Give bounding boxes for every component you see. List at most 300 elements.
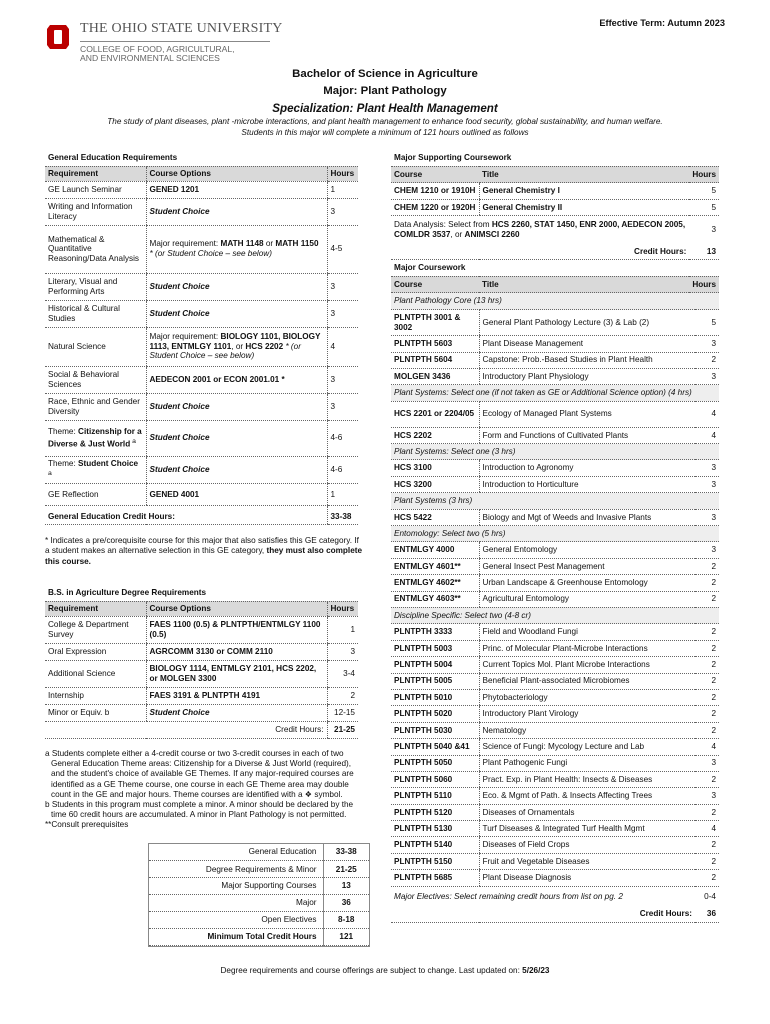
table-row — [391, 673, 719, 689]
effective-term: Effective Term: Autumn 2023 — [599, 18, 725, 28]
title-cell: Plant Disease Management — [479, 336, 695, 352]
table-row — [391, 624, 719, 640]
option-course-1: MATH 1148 — [220, 239, 264, 249]
bs-requirements-table — [45, 586, 358, 739]
summary-row — [149, 844, 369, 861]
course-cell: PLNTPTH 5005 — [391, 673, 479, 689]
table-row — [45, 484, 358, 506]
title-cell: Introductory Plant Physiology — [479, 368, 695, 384]
table-row — [391, 310, 719, 336]
table-row — [45, 704, 358, 721]
course-cell: PLNTPTH 5004 — [391, 657, 479, 673]
subsection-title: Plant Systems: Select one (3 hrs) — [391, 444, 719, 460]
course-cell: PLNTPTH 5020 — [391, 706, 479, 722]
electives-label: Major Electives: Select remaining credit hours from list on pg. 2 — [394, 891, 623, 901]
summary-label: General Education — [149, 844, 323, 861]
electives-row — [391, 886, 719, 906]
requirement-cell: Natural Science — [45, 327, 146, 366]
gen-ed-total-label: General Education Credit Hours: — [45, 506, 327, 525]
subsection-row — [391, 385, 719, 401]
table-row — [391, 476, 719, 492]
table-row — [391, 657, 719, 673]
gen-ed-note — [45, 536, 363, 567]
course-cell: PLNTPTH 5030 — [391, 722, 479, 738]
course-cell: CHEM 1210 or 1910H — [391, 183, 479, 199]
gen-ed-total-row — [45, 506, 358, 525]
requirement-cell: Mathematical & Quantitative Reasoning/Data Analysis — [45, 225, 146, 273]
subsection-title: Discipline Specific: Select two (4-8 cr) — [391, 607, 719, 623]
requirement-cell: Race, Ethnic and Gender Diversity — [45, 393, 146, 420]
title-cell: Phytobacteriology — [479, 689, 695, 705]
table-row — [391, 771, 719, 787]
title-cell: Introduction to Agronomy — [479, 460, 695, 476]
course-cell: PLNTPTH 5040 &41 — [391, 739, 479, 755]
summary-label: Degree Requirements & Minor — [149, 861, 323, 878]
hours-cell: 2 — [695, 771, 719, 787]
theme-name: Citizenship for a Diverse & Just World — [48, 427, 142, 449]
footer — [0, 966, 770, 976]
major-title: Major Coursework — [391, 260, 719, 276]
table-row — [391, 199, 719, 215]
credit-summary-box — [148, 843, 370, 947]
hours-cell: 1 — [327, 616, 358, 643]
title-cell: Introductory Plant Virology — [479, 706, 695, 722]
course-cell: PLNTPTH 5603 — [391, 336, 479, 352]
course-cell: PLNTPTH 5685 — [391, 870, 479, 886]
subsection-title: Plant Systems: Select one (if not taken as GE or Additional Science option) (4 hrs) — [391, 385, 719, 401]
table-row — [391, 821, 719, 837]
summary-row — [149, 878, 369, 895]
title-cell: Science of Fungi: Mycology Lecture and Lab — [479, 739, 695, 755]
specialization-title: Specialization: Plant Health Management — [272, 102, 498, 115]
subsection-row — [391, 607, 719, 623]
course-cell: PLNTPTH 5050 — [391, 755, 479, 771]
header-title: Title — [479, 276, 689, 292]
option-prefix: Major requirement: — [149, 332, 221, 342]
hours-cell: 5 — [689, 199, 719, 215]
course-option-cell — [146, 327, 327, 366]
course-cell: PLNTPTH 5110 — [391, 788, 479, 804]
summary-label: Open Electives — [149, 912, 323, 929]
table-row — [391, 706, 719, 722]
table-row — [391, 336, 719, 352]
hours-cell: 3 — [327, 366, 358, 393]
supporting-credit-label: Credit Hours: — [391, 244, 689, 260]
header-requirement: Requirement — [45, 601, 146, 616]
title-cell: Field and Woodland Fungi — [479, 624, 695, 640]
hours-cell: 3 — [327, 643, 358, 660]
bs-credit-value: 21-25 — [327, 721, 358, 738]
table-row — [391, 804, 719, 820]
footer-text: Degree requirements and course offerings are subject to change. Last updated on: — [220, 966, 523, 975]
footnote-prereq: **Consult prerequisites — [45, 820, 129, 830]
hours-cell: 2 — [695, 837, 719, 853]
title-cell: Plant Pathogenic Fungi — [479, 755, 695, 771]
bs-header-row — [45, 601, 358, 616]
title-cell: General Entomology — [479, 542, 695, 558]
major-credit-row — [391, 906, 719, 922]
data-analysis-row — [391, 216, 719, 244]
summary-total-value: 121 — [323, 928, 369, 945]
bs-credit-row — [45, 721, 358, 738]
table-row — [45, 327, 358, 366]
header-title: Title — [479, 166, 689, 182]
title-cell: General Chemistry I — [479, 183, 689, 199]
hours-cell: 3 — [711, 225, 716, 235]
course-option-cell: Student Choice — [146, 420, 327, 456]
course-option-cell: AEDECON 2001 or ECON 2001.01 * — [146, 366, 327, 393]
title-cell: Fruit and Vegetable Diseases — [479, 853, 695, 869]
logo-divider — [80, 41, 270, 42]
course-option-cell: Student Choice — [146, 273, 327, 300]
hours-cell: 2 — [695, 558, 719, 574]
hours-cell: 4 — [695, 821, 719, 837]
major-course-table — [391, 293, 719, 923]
hours-cell: 2 — [695, 575, 719, 591]
table-row — [391, 755, 719, 771]
table-row — [45, 366, 358, 393]
requirement-cell: Social & Behavioral Sciences — [45, 366, 146, 393]
hours-cell: 4 — [695, 739, 719, 755]
summary-total-label: Minimum Total Credit Hours — [149, 928, 323, 945]
requirement-cell: GE Reflection — [45, 484, 146, 506]
supporting-title: Major Supporting Coursework — [391, 150, 719, 166]
summary-value: 33-38 — [323, 844, 369, 861]
footer-date: 5/26/23 — [522, 966, 550, 975]
hours-cell: 3 — [695, 542, 719, 558]
option-course-2: MATH 1150 — [275, 239, 319, 249]
college-name — [80, 45, 235, 64]
title-cell: Plant Disease Diagnosis — [479, 870, 695, 886]
header-hours: Hours — [689, 166, 719, 182]
table-row — [391, 640, 719, 656]
course-cell: PLNTPTH 5010 — [391, 689, 479, 705]
hours-cell: 2 — [695, 870, 719, 886]
table-row — [45, 456, 358, 484]
hours-cell: 3-4 — [327, 660, 358, 687]
hours-cell: 2 — [695, 804, 719, 820]
table-row — [391, 460, 719, 476]
course-cell: PLNTPTH 5604 — [391, 352, 479, 368]
requirement-cell: Minor or Equiv. b — [45, 704, 146, 721]
intro-line-2: Students in this major will complete a minimum of 121 hours outlined as follows — [241, 127, 529, 137]
subsection-row — [391, 526, 719, 542]
table-row — [391, 427, 719, 443]
course-cell: PLNTPTH 5150 — [391, 853, 479, 869]
major-section — [391, 150, 719, 923]
course-option-cell: BIOLOGY 1114, ENTMLGY 2101, HCS 2202, or MOLGEN 3300 — [146, 660, 327, 687]
table-row — [391, 837, 719, 853]
title-cell: Turf Diseases & Integrated Turf Health Mgmt — [479, 821, 695, 837]
hours-cell: 5 — [695, 310, 719, 336]
course-cell: PLNTPTH 5003 — [391, 640, 479, 656]
requirement-cell: Writing and Information Literacy — [45, 198, 146, 225]
course-cell: ENTMLGY 4603** — [391, 591, 479, 607]
major-header-row — [391, 276, 719, 292]
data-analysis-courses: HCS 2260, STAT 1450, ENR 2000, AEDECON 2005, COMLDR 3537 — [394, 220, 686, 239]
hours-cell: 3 — [327, 393, 358, 420]
header-course: Course — [391, 166, 479, 182]
bs-requirements-title: B.S. in Agriculture Degree Requirements — [45, 586, 358, 601]
gen-ed-header-row — [45, 166, 358, 181]
table-row — [45, 225, 358, 273]
course-option-cell: AGRCOMM 3130 or COMM 2110 — [146, 643, 327, 660]
course-cell: HCS 2201 or 2204/05 — [391, 401, 479, 427]
summary-row — [149, 912, 369, 929]
gen-ed-table — [45, 151, 358, 525]
hours-cell: 4-6 — [327, 456, 358, 484]
college-line-1: COLLEGE OF FOOD, AGRICULTURAL, — [80, 44, 235, 54]
gen-ed-note-emphasis: they must also complete this course. — [45, 546, 363, 566]
title-cell: Ecology of Managed Plant Systems — [479, 401, 695, 427]
credit-summary-table — [149, 844, 369, 946]
option-prefix: Major requirement: — [149, 239, 221, 249]
subsection-row — [391, 493, 719, 509]
footnote-marker: a — [130, 437, 136, 445]
hours-cell: 2 — [695, 689, 719, 705]
table-row — [45, 687, 358, 704]
summary-value: 13 — [323, 878, 369, 895]
title-cell: Agricultural Entomology — [479, 591, 695, 607]
course-option-cell: Student Choice — [146, 198, 327, 225]
major-title: Major: Plant Pathology — [323, 85, 447, 97]
hours-cell: 2 — [695, 853, 719, 869]
hours-cell: 12-15 — [327, 704, 358, 721]
table-row — [391, 352, 719, 368]
title-cell: Diseases of Field Crops — [479, 837, 695, 853]
hours-cell: 3 — [327, 300, 358, 327]
requirement-cell: GE Launch Seminar — [45, 181, 146, 198]
subsection-title: Plant Systems (3 hrs) — [391, 493, 719, 509]
hours-cell: 3 — [695, 368, 719, 384]
requirement-cell: Literary, Visual and Performing Arts — [45, 273, 146, 300]
table-row — [391, 558, 719, 574]
footnote-marker: a — [48, 470, 52, 478]
course-option-cell: FAES 3191 & PLNTPTH 4191 — [146, 687, 327, 704]
hours-cell: 3 — [327, 273, 358, 300]
data-analysis-course-last: ANIMSCI 2260 — [464, 229, 520, 239]
course-cell: ENTMLGY 4602** — [391, 575, 479, 591]
course-option-cell: GENED 4001 — [146, 484, 327, 506]
course-cell: ENTMLGY 4601** — [391, 558, 479, 574]
major-credit-value: 36 — [695, 906, 719, 922]
title-cell: Nematology — [479, 722, 695, 738]
hours-cell: 2 — [695, 640, 719, 656]
data-analysis-prefix: Data Analysis: Select from — [394, 220, 492, 230]
course-cell: CHEM 1220 or 1920H — [391, 199, 479, 215]
header-course-options: Course Options — [146, 166, 327, 181]
table-row — [391, 788, 719, 804]
course-cell: PLNTPTH 5130 — [391, 821, 479, 837]
university-name: THE OHIO STATE UNIVERSITY — [80, 21, 283, 36]
table-row — [45, 273, 358, 300]
gen-ed-total-value: 33-38 — [327, 506, 358, 525]
data-analysis-joiner: , or — [450, 229, 465, 239]
course-option-cell: Student Choice — [146, 393, 327, 420]
hours-cell: 2 — [695, 706, 719, 722]
course-cell: PLNTPTH 5060 — [391, 771, 479, 787]
major-credit-label: Credit Hours: — [391, 906, 695, 922]
title-cell: Eco. & Mgmt of Path. & Insects Affecting Trees — [479, 788, 695, 804]
osu-logo — [46, 20, 283, 64]
option-joiner: , or — [231, 341, 246, 351]
hours-cell: 1 — [327, 484, 358, 506]
supporting-credit-value: 13 — [689, 244, 719, 260]
requirement-cell — [45, 456, 146, 484]
gen-ed-note-text: * Indicates a pre/corequisite course for this major that also satisfies this GE category. If a student makes an alternative selection in this GE category, — [45, 536, 359, 556]
theme-prefix: Theme: — [48, 458, 79, 468]
hours-cell: 1 — [327, 181, 358, 198]
course-option-cell: Student Choice — [146, 456, 327, 484]
course-option-cell: FAES 1100 (0.5) & PLNTPTH/ENTMLGY 1100 (0.5) — [146, 616, 327, 643]
subsection-title: Entomology: Select two (5 hrs) — [391, 526, 719, 542]
summary-value: 36 — [323, 895, 369, 912]
summary-label: Major Supporting Courses — [149, 878, 323, 895]
table-row — [391, 575, 719, 591]
title-cell: Princ. of Molecular Plant-Microbe Interactions — [479, 640, 695, 656]
title-cell: Beneficial Plant-associated Microbiomes — [479, 673, 695, 689]
block-o-icon — [46, 22, 70, 52]
subsection-row — [391, 293, 719, 309]
course-cell: HCS 5422 — [391, 509, 479, 525]
title-cell: Urban Landscape & Greenhouse Entomology — [479, 575, 695, 591]
title-cell: Pract. Exp. in Plant Health: Insects & Diseases — [479, 771, 695, 787]
table-row — [391, 401, 719, 427]
bs-credit-label: Credit Hours: — [45, 721, 327, 738]
summary-value: 8-18 — [323, 912, 369, 929]
title-cell: General Insect Pest Management — [479, 558, 695, 574]
hours-cell: 3 — [327, 198, 358, 225]
title-cell: Introduction to Horticulture — [479, 476, 695, 492]
hours-cell: 5 — [689, 183, 719, 199]
subsection-row — [391, 444, 719, 460]
hours-cell: 3 — [695, 755, 719, 771]
option-course-1: BIOLOGY 1101, BIOLOGY 1113, ENTMLGY 1101 — [149, 332, 321, 351]
header-hours: Hours — [689, 276, 719, 292]
title-cell: Form and Functions of Cultivated Plants — [479, 427, 695, 443]
hours-cell: 2 — [327, 687, 358, 704]
requirement-cell: Oral Expression — [45, 643, 146, 660]
title-cell: General Chemistry II — [479, 199, 689, 215]
hours-cell: 3 — [695, 460, 719, 476]
data-analysis-cell — [391, 216, 689, 244]
theme-name: Student Choice — [78, 458, 139, 468]
course-cell: PLNTPTH 3333 — [391, 624, 479, 640]
hours-cell: 4 — [327, 327, 358, 366]
course-option-cell: GENED 1201 — [146, 181, 327, 198]
hours-cell: 4-5 — [327, 225, 358, 273]
table-row — [391, 739, 719, 755]
summary-row — [149, 895, 369, 912]
option-note: * (or Student Choice – see below) — [149, 341, 301, 361]
header-hours: Hours — [327, 601, 358, 616]
hours-cell: 2 — [695, 591, 719, 607]
title-block — [0, 66, 770, 117]
major-table — [391, 150, 719, 293]
bs-requirements-section — [45, 586, 358, 739]
course-option-cell: Student Choice — [146, 704, 327, 721]
table-row — [391, 870, 719, 886]
requirement-cell: College & Department Survey — [45, 616, 146, 643]
course-option-cell: Student Choice — [146, 300, 327, 327]
title-cell: General Plant Pathology Lecture (3) & Lab (2) — [479, 310, 695, 336]
hours-cell: 4 — [695, 401, 719, 427]
course-cell: ENTMLGY 4000 — [391, 542, 479, 558]
summary-label: Major — [149, 895, 323, 912]
table-row — [45, 393, 358, 420]
hours-cell: 2 — [695, 722, 719, 738]
summary-value: 21-25 — [323, 861, 369, 878]
college-line-2: AND ENVIRONMENTAL SCIENCES — [80, 53, 220, 64]
theme-prefix: Theme: — [48, 427, 79, 437]
option-course-2: HCS 2202 — [245, 341, 284, 351]
hours-cell: 3 — [695, 336, 719, 352]
summary-row — [149, 861, 369, 878]
course-cell: MOLGEN 3436 — [391, 368, 479, 384]
electives-hours: 0-4 — [704, 891, 716, 901]
hours-cell: 2 — [695, 673, 719, 689]
table-row — [391, 368, 719, 384]
course-cell: HCS 3200 — [391, 476, 479, 492]
table-row — [45, 198, 358, 225]
table-row — [391, 183, 719, 199]
requirement-cell: Internship — [45, 687, 146, 704]
intro-text — [70, 117, 700, 138]
option-joiner: or — [263, 239, 276, 249]
footnote-a: a Students complete either a 4-credit course or two 3-credit courses in each of two General Education Theme areas: Citizenship for a Diverse & Just World (required), and the student's choice of available GE Themes. If any major-required courses are identified as a GE Theme course, one course in each GE Theme area may double count in the GE and major hours. Theme courses are identified with a ❖ symbol. — [45, 749, 354, 799]
footnote-b: b Students in this program must complete a minor. A minor should be declared by the time 60 credit hours are accumulated. A minor in Plant Pathology is not permitted. — [45, 800, 354, 820]
hours-cell: 3 — [695, 788, 719, 804]
table-row — [45, 181, 358, 198]
header-requirement: Requirement — [45, 166, 146, 181]
requirement-cell: Historical & Cultural Studies — [45, 300, 146, 327]
intro-line-1: The study of plant diseases, plant -microbe interactions, and plant health management to enhance food security, global sustainability, and human welfare. — [107, 117, 663, 126]
hours-cell: 2 — [695, 624, 719, 640]
table-row — [45, 300, 358, 327]
table-row — [391, 591, 719, 607]
table-row — [45, 616, 358, 643]
table-row — [391, 689, 719, 705]
title-cell: Capstone: Prob.-Based Studies in Plant Health — [479, 352, 695, 368]
header-hours: Hours — [327, 166, 358, 181]
option-note: * (or Student Choice – see below) — [149, 249, 272, 258]
hours-cell: 2 — [695, 352, 719, 368]
header-course-options: Course Options — [146, 601, 327, 616]
table-row — [391, 542, 719, 558]
table-row — [391, 722, 719, 738]
title-cell: Biology and Mgt of Weeds and Invasive Plants — [479, 509, 695, 525]
requirement-cell: Additional Science — [45, 660, 146, 687]
table-row — [45, 420, 358, 456]
course-cell: PLNTPTH 5120 — [391, 804, 479, 820]
requirement-cell — [45, 420, 146, 456]
table-row — [45, 660, 358, 687]
summary-total-row — [149, 928, 369, 945]
footnotes — [45, 749, 365, 831]
title-cell: Diseases of Ornamentals — [479, 804, 695, 820]
hours-cell: 4-6 — [327, 420, 358, 456]
course-cell: HCS 2202 — [391, 427, 479, 443]
table-row — [391, 509, 719, 525]
course-cell: HCS 3100 — [391, 460, 479, 476]
hours-cell: 4 — [695, 427, 719, 443]
course-option-cell — [146, 225, 327, 273]
hours-cell: 3 — [695, 509, 719, 525]
supporting-header-row — [391, 166, 719, 182]
title-cell: Current Topics Mol. Plant Microbe Interactions — [479, 657, 695, 673]
hours-cell: 3 — [695, 476, 719, 492]
table-row — [391, 853, 719, 869]
